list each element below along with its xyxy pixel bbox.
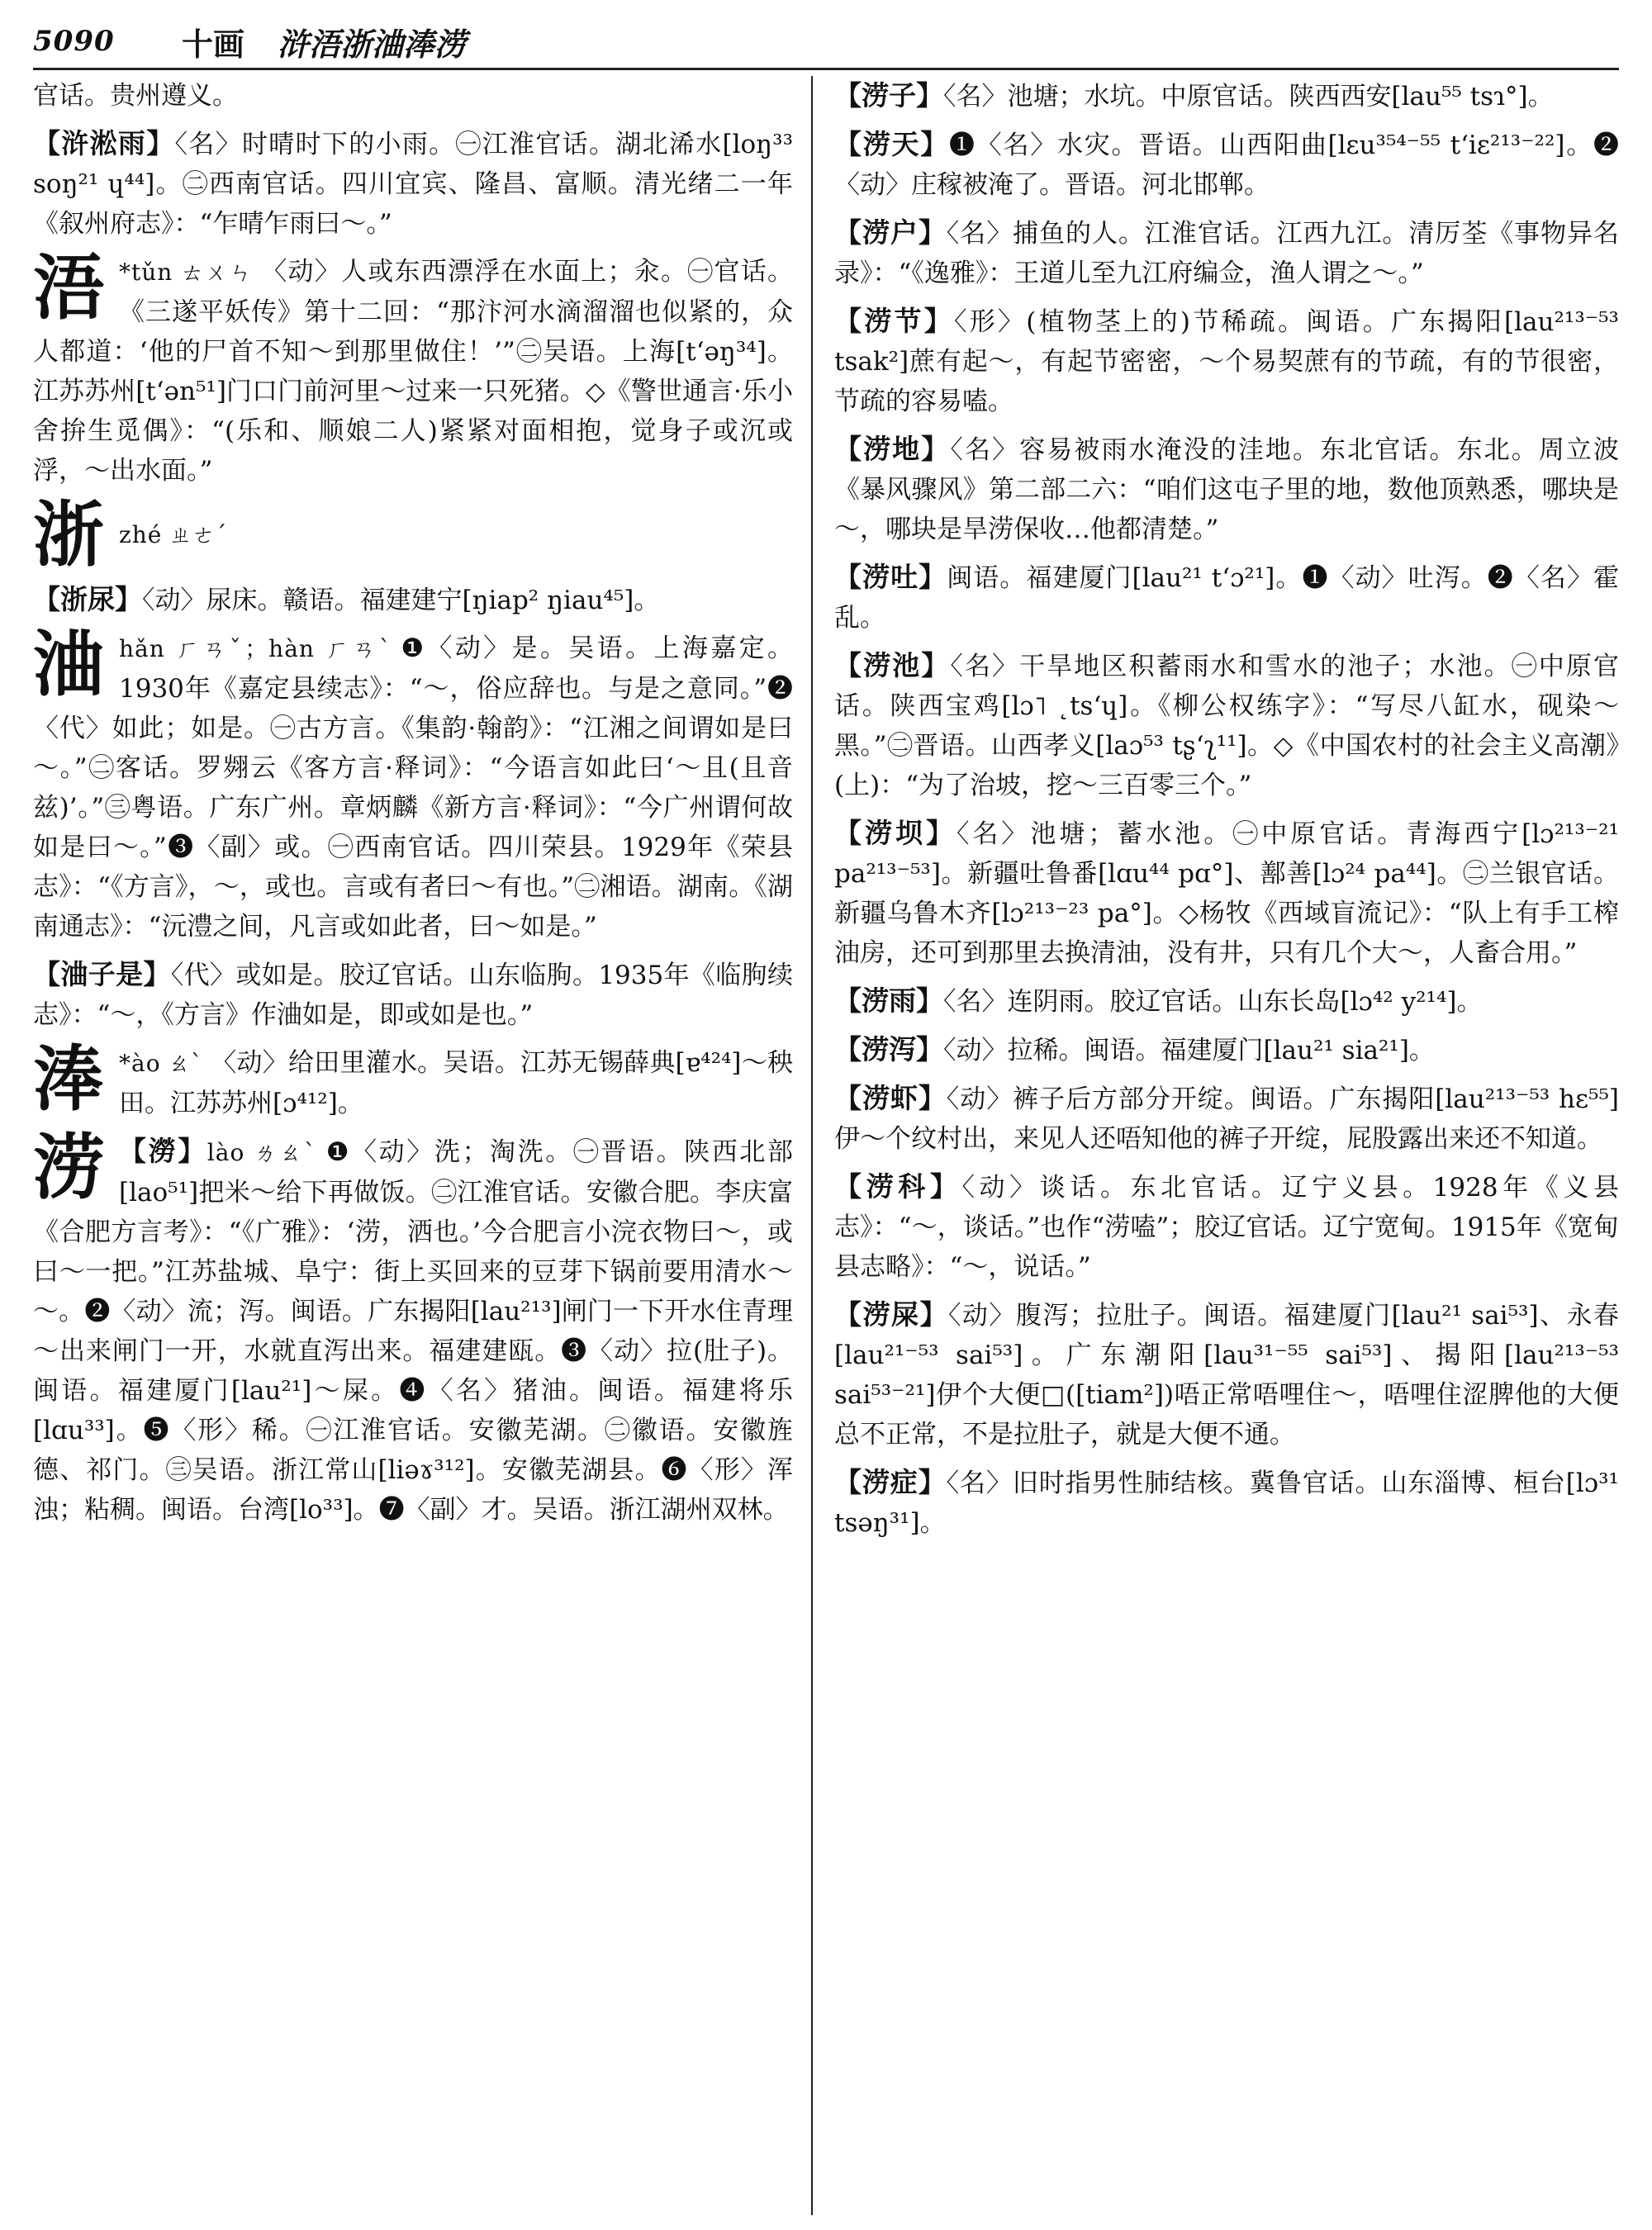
page-number: 5090 xyxy=(33,25,115,58)
entry-headword: 【浀子是】 xyxy=(33,958,171,990)
entry-headword: 【浒淞雨】 xyxy=(33,127,175,159)
entry-headword: 【涝屎】 xyxy=(834,1298,948,1331)
head-character: 浯 xyxy=(33,246,104,330)
entry-headword: 【涝虾】 xyxy=(834,1082,947,1114)
entry-body: 〈动〉人或东西漂浮在水面上；汆。㊀官话。《三遂平妖传》第十二回：“那汴河水滴溜溜也似紧的，众人都道：‘他的尸首不知～到那里做住！’”㊁吴语。上海[t‘əŋ³⁴]。江苏苏州[t‘ən⁵¹]门口门前河里～过来一只死猪。◇《警世通言·乐小舍拚生觅偶》：“(乐和、顺娘二人)紧紧对面相抱，觉身子或沉或浮，～出水面。” xyxy=(33,257,793,486)
entry-char-han xyxy=(33,623,793,947)
entry-char-zhe xyxy=(33,493,793,576)
entry-body: 〈名〉旧时指男性肺结核。冀鲁官话。山东淄博、桓台[lɔ³¹ tsəŋ³¹]。 xyxy=(834,1468,1619,1538)
entry-body: 〈动〉给田里灌水。吴语。江苏无锡薛典[ɐ⁴²⁴]～秧田。江苏苏州[ɔ⁴¹²]。 xyxy=(119,1048,793,1118)
entry-lao-jie xyxy=(834,301,1619,421)
pinyin: zhé xyxy=(119,521,163,548)
header-chars: 浒浯浙浀淎涝 xyxy=(278,25,467,63)
entry-body: 〈名〉时晴时下的小雨。㊀江淮官话。湖北浠水[loŋ³³ soŋ²¹ ɥ⁴⁴]。㊁西南官话。四川宜宾、隆昌、富顺。清光绪二一年《叙州府志》：“乍晴乍雨曰～。” xyxy=(33,130,793,239)
pinyin: hǎn ㄏㄢˇ；hàn ㄏㄢˋ xyxy=(119,635,395,662)
entry-body: ❶〈动〉洗；淘洗。㊀晋语。陕西北部[lao⁵¹]把米～给下再做饭。㊁江淮官话。安徽合肥。李庆富《合肥方言考》：“《广雅》：‘涝，洒也。’今合肥言小浣衣物曰～，或曰～一把。”江苏盐城、阜宁：街上买回来的豆芽下锅前要用清水～～。❷〈动〉流；泻。闽语。广东揭阳[lau²¹³]闸门一下开水住青理～出来闸门一开，水就直泻出来。福建建瓯。❸〈动〉拉(肚子)。闽语。福建厦门[lau²¹]～屎。❹〈名〉猪油。闽语。福建将乐[lɑu³³]。❺〈形〉稀。㊀江淮官话。安徽芜湖。㊁徽语。安徽旌德、祁门。㊂吴语。浙江常山[liəɤ³¹²]。安徽芜湖县。❻〈形〉浑浊；粘稠。闽语。台湾[lo³³]。❼〈副〉才。吴语。浙江湖州双林。 xyxy=(33,1137,793,1525)
pinyin: *tǔn xyxy=(119,259,173,286)
entry-lao-ba xyxy=(834,814,1619,973)
entry-headword: 【涝天】 xyxy=(834,128,949,160)
entry-headword: 【涝泻】 xyxy=(834,1033,943,1065)
entry-char-ao xyxy=(33,1037,793,1123)
entry-headword: 【涝池】 xyxy=(834,649,951,681)
entry-lao-ke xyxy=(834,1167,1619,1287)
entry-lao-zheng xyxy=(834,1463,1619,1543)
entry-body: 〈动〉谈话。东北官话。辽宁义县。1928年《义县志》：“～，谈话。”也作“涝嗑”；胶辽官话。辽宁宽甸。1915年《宽甸县志略》：“～，说话。” xyxy=(834,1173,1619,1282)
entry-lao-chi xyxy=(834,646,1619,805)
entry-body: 〈代〉或如是。胶辽官话。山东临朐。1935年《临朐续志》：“～，《方言》作浀如是，即或如是也。” xyxy=(33,961,793,1030)
entry-lao-zi xyxy=(834,76,1619,116)
entry-headword: 【涝坝】 xyxy=(834,817,957,849)
head-character: 浙 xyxy=(33,493,104,576)
entry-headword: 【涝雨】 xyxy=(834,985,943,1017)
entry-body: 〈名〉池塘；蓄水池。㊀中原官话。青海西宁[lɔ²¹³⁻²¹ pa²¹³⁻⁵³]。新疆吐鲁番[lɑu⁴⁴ pɑ°]、鄯善[lɔ²⁴ pa⁴⁴]。㊁兰银官话。新疆乌鲁木齐[lɔ²¹³⁻²³ pa°]。◇杨牧《西域盲流记》：“队上有手工榨油房，还可到那里去换清油，没有井，只有几个大～，人畜合用。” xyxy=(834,819,1619,968)
head-character: 浀 xyxy=(33,623,104,706)
entry-zhe-niao xyxy=(33,580,793,620)
column-divider xyxy=(811,76,813,2215)
entry-body: 〈动〉拉稀。闽语。福建厦门[lau²¹ sia²¹]。 xyxy=(943,1036,1435,1065)
entry-body: 〈名〉连阴雨。胶辽官话。山东长岛[lɔ⁴² y²¹⁴]。 xyxy=(943,987,1483,1017)
pinyin: lào xyxy=(206,1139,245,1166)
entry-continuation: 官话。贵州遵义。 xyxy=(33,81,238,111)
entry-lao-di xyxy=(834,429,1619,549)
entry-body: 〈名〉容易被雨水淹没的洼地。东北官话。东北。周立波《暴风骤风》第二部二六：“咱们这屯子里的地，数他顶熟悉，哪块是～，哪块是旱涝保收…他都清楚。” xyxy=(834,435,1619,544)
entry-headword: 【浙尿】 xyxy=(33,583,142,615)
zhuyin: ㄓㄜˊ xyxy=(169,521,227,548)
entry-headword: 【涝科】 xyxy=(834,1170,962,1203)
entry-char-lao xyxy=(33,1126,793,1530)
right-column xyxy=(834,76,1619,2215)
entry-headword: 【涝症】 xyxy=(834,1466,947,1498)
entry-body: 〈名〉捕鱼的人。江淮官话。江西九江。清厉荃《事物异名录》：“《逸雅》：王道儿至九江府编佥，渔人谓之～。” xyxy=(834,219,1619,288)
head-character: 涝 xyxy=(33,1126,104,1209)
entry-char-wu xyxy=(33,246,793,491)
entry-headword: 【涝节】 xyxy=(834,305,955,337)
entry-headword: 【涝子】 xyxy=(834,79,943,112)
entry-lao-hu xyxy=(834,213,1619,293)
entry-body: 〈动〉尿床。赣语。福建建宁[ŋiap² ŋiau⁴⁵]。 xyxy=(142,586,660,615)
entry-lao-shi xyxy=(834,1295,1619,1454)
entry-lao-tian xyxy=(834,125,1619,205)
left-column xyxy=(33,76,793,2215)
entry-body: 〈名〉池塘；水坑。中原官话。陕西西安[lau⁵⁵ tsɿ°]。 xyxy=(943,82,1554,112)
head-character: 淎 xyxy=(33,1037,104,1121)
zhuyin: ㄠˋ xyxy=(167,1050,203,1077)
entry-hu-song-yu xyxy=(33,124,793,244)
entry-lao-yu xyxy=(834,981,1619,1022)
entry-lao-xie xyxy=(834,1030,1619,1070)
entry-body: 〈形〉(植物茎上的)节稀疏。闽语。广东揭阳[lau²¹³⁻⁵³ tsak²]蔗有起～，有起节密密，～个易契蔗有的节疏，有的节很密，节疏的容易嗑。 xyxy=(834,307,1619,416)
pinyin: *ào xyxy=(119,1050,161,1077)
zhuyin: ㄌㄠˋ xyxy=(251,1139,318,1166)
entry-body: 〈动〉裤子后方部分开绽。闽语。广东揭阳[lau²¹³⁻⁵³ hɛ⁵⁵]伊～个纹村出，来见人还唔知他的裤子开绽，屁股露出来还不知道。 xyxy=(834,1084,1619,1154)
entry-body: 闽语。福建厦门[lau²¹ t‘ɔ²¹]。❶〈动〉吐泻。❷〈名〉霍乱。 xyxy=(834,563,1619,633)
entry-body: 〈动〉腹泻；拉肚子。闽语。福建厦门[lau²¹ sai⁵³]、永春[lau²¹⁻⁵³ sai⁵³]。广东潮阳[lau³¹⁻⁵⁵ sai⁵³]、揭阳[lau²¹³⁻⁵³ sai⁵³⁻²¹]伊个大便□([tiam²])唔正常唔哩住～，唔哩住涩脾他的大便总不正常，不是拉肚子，就是大便不通。 xyxy=(834,1301,1619,1450)
entry-headword: 【涝吐】 xyxy=(834,561,947,593)
zhuyin: ㄊㄨㄣ xyxy=(179,259,254,286)
entry-han-zi-shi xyxy=(33,955,793,1035)
entry-lao-tu xyxy=(834,558,1619,638)
entry-body: ❶〈动〉是。吴语。上海嘉定。1930年《嘉定县续志》：“～，俗应辞也。与是之意同。”❷〈代〉如此；如是。㊀古方言。《集韵·翰韵》：“江湘之间谓如是曰～。”㊁客话。罗翙云《客方言·释词》：“今语言如此曰‘～且(且音兹)’。”㊂粤语。广东广州。章炳麟《新方言·释词》：“今广州谓何故如是曰～。”❸〈副〉或。㊀西南官话。四川荣县。1929年《荣县志》：“《方言》，～，或也。言或有者曰～有也。”㊁湘语。湖南。《湖南通志》：“沅澧之间，凡言或如此者，曰～如是。” xyxy=(33,633,793,942)
entry-body: ❶〈名〉水灾。晋语。山西阳曲[lɛu³⁵⁴⁻⁵⁵ t‘iɛ²¹³⁻²²]。❷〈动〉庄稼被淹了。晋语。河北邯郸。 xyxy=(834,130,1619,200)
entry-body: 〈名〉干旱地区积蓄雨水和雪水的池子；水池。㊀中原官话。陕西宝鸡[lɔ˥ ˛ts‘ɥ]。《柳公权练字》：“写尽八缸水，砚染～黑。”㊁晋语。山西孝义[laɔ⁵³ tʂ‘ʅ¹¹]。◇《中国农村的社会主义高潮》(上)：“为了治坡，挖～三百零三个。” xyxy=(834,652,1619,800)
entry-lao-xia xyxy=(834,1079,1619,1159)
entry-headword: 【涝地】 xyxy=(834,433,951,465)
page-header xyxy=(33,15,1619,70)
entry-headword: 【涝户】 xyxy=(834,216,947,249)
traditional-form: 【澇】 xyxy=(119,1135,207,1167)
stroke-section: 十画 xyxy=(182,25,245,63)
